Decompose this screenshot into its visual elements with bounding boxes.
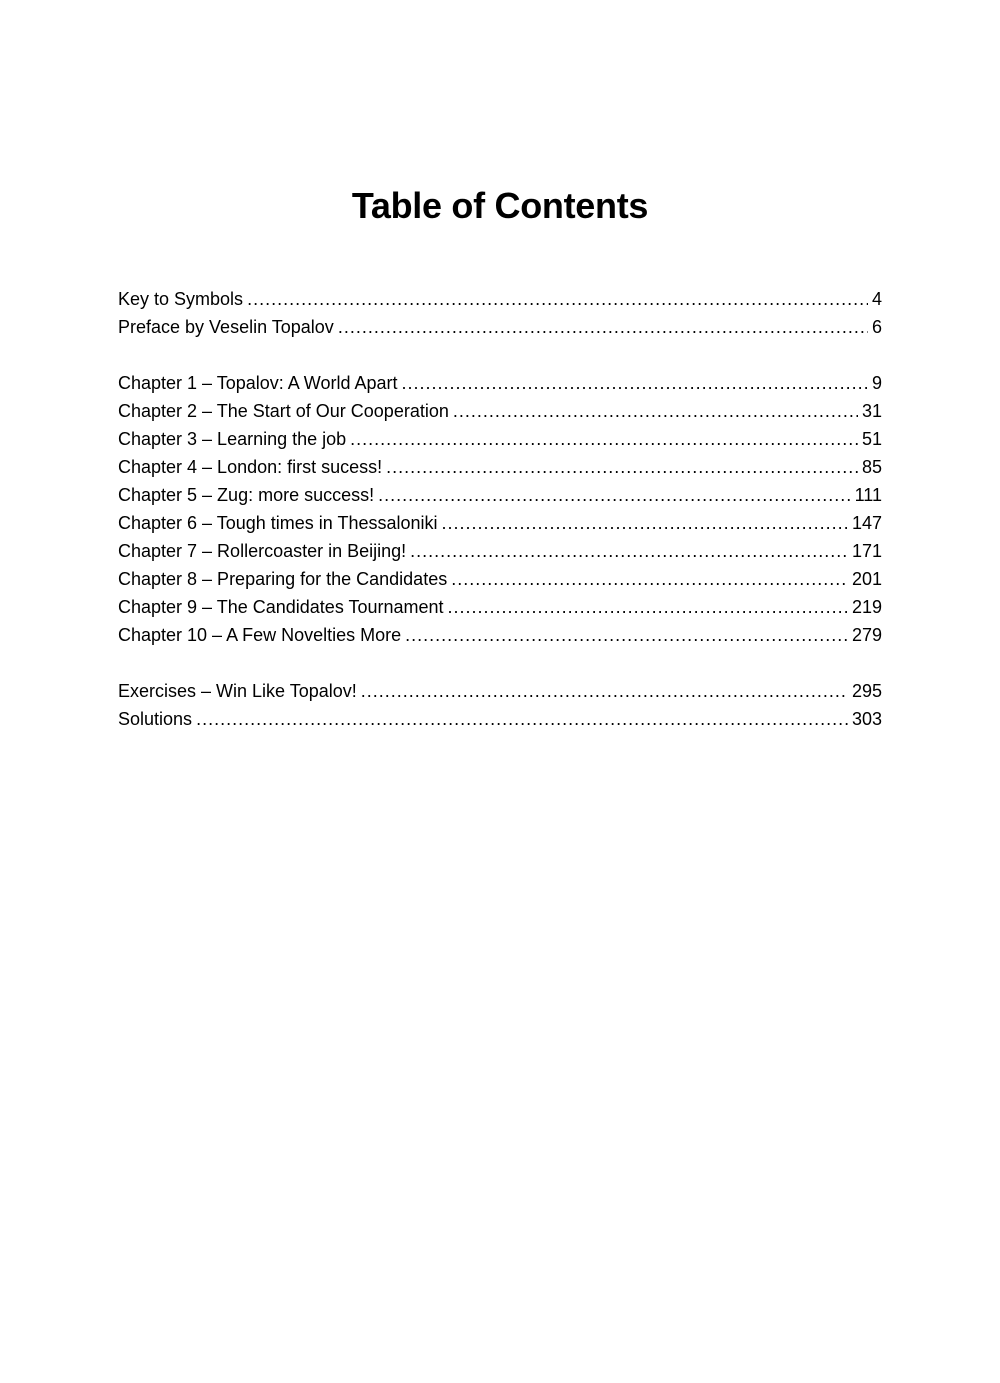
toc-dot-leader [196,705,848,733]
toc-entry-label: Key to Symbols [118,289,244,309]
toc-entry [118,593,882,621]
toc-group-chapters [118,369,882,649]
toc-entry-page: 147 [851,513,882,533]
toc-entry-label: Chapter 6 – Tough times in Thessaloniki [118,513,438,533]
toc-entry [118,509,882,537]
toc-entry-page: 279 [851,625,882,645]
toc-dot-leader [378,481,851,509]
toc-dot-leader [453,397,858,425]
toc-entry [118,537,882,565]
toc-entry [118,705,882,733]
toc-entry [118,285,882,313]
table-of-contents [118,285,882,761]
toc-entry-page: 31 [861,401,882,421]
toc-dot-leader [405,621,848,649]
toc-dot-leader [451,565,848,593]
toc-entry [118,453,882,481]
toc-dot-leader [442,509,848,537]
toc-dot-leader [350,425,858,453]
toc-dot-leader [247,285,868,313]
toc-dot-leader [386,453,858,481]
toc-entry-label: Chapter 4 – London: first sucess! [118,457,383,477]
toc-entry [118,677,882,705]
toc-entry-label: Exercises – Win Like Topalov! [118,681,357,701]
toc-entry-page: 51 [861,429,882,449]
toc-entry [118,565,882,593]
toc-entry-page: 303 [851,709,882,729]
toc-group-back-matter [118,677,882,733]
toc-entry-page: 171 [851,541,882,561]
toc-entry-page: 85 [861,457,882,477]
toc-entry [118,481,882,509]
toc-entry [118,397,882,425]
toc-entry [118,621,882,649]
toc-entry [118,369,882,397]
toc-entry-page: 9 [871,373,882,393]
toc-entry-label: Chapter 3 – Learning the job [118,429,347,449]
toc-entry-page: 201 [851,569,882,589]
toc-entry-page: 111 [854,485,882,505]
toc-entry-page: 4 [871,289,882,309]
toc-entry-page: 295 [851,681,882,701]
toc-entry-label: Chapter 1 – Topalov: A World Apart [118,373,398,393]
toc-entry-page: 6 [871,317,882,337]
toc-entry-label: Chapter 9 – The Candidates Tournament [118,597,444,617]
page-title: Table of Contents [351,185,649,226]
toc-entry [118,425,882,453]
toc-dot-leader [402,369,868,397]
toc-entry-label: Chapter 10 – A Few Novelties More [118,625,402,645]
toc-dot-leader [448,593,848,621]
toc-entry-label: Preface by Veselin Topalov [118,317,334,337]
toc-entry-label: Chapter 7 – Rollercoaster in Beijing! [118,541,407,561]
toc-entry-label: Chapter 5 – Zug: more success! [118,485,375,505]
toc-dot-leader [361,677,848,705]
toc-entry [118,313,882,341]
toc-group-front-matter [118,285,882,341]
toc-entry-label: Solutions [118,709,193,729]
toc-dot-leader [410,537,848,565]
toc-entry-page: 219 [851,597,882,617]
toc-entry-label: Chapter 2 – The Start of Our Cooperation [118,401,449,421]
toc-dot-leader [338,313,868,341]
toc-entry-label: Chapter 8 – Preparing for the Candidates [118,569,448,589]
